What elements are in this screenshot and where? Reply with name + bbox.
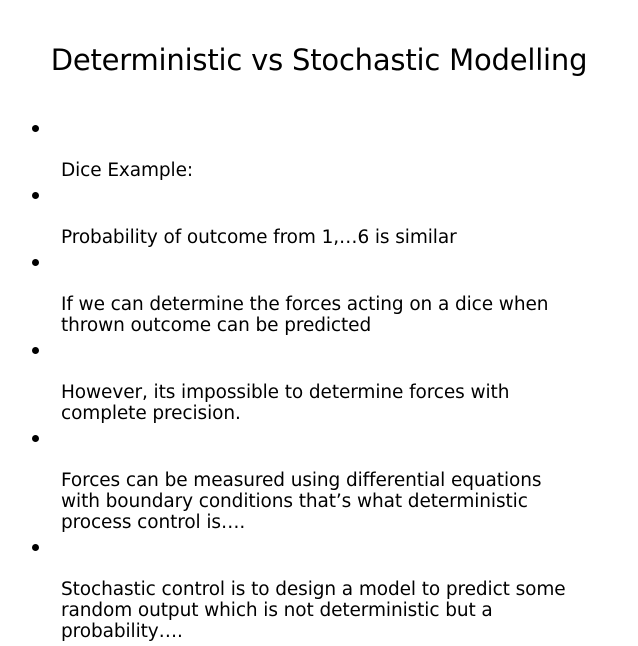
bullet-item <box>32 252 612 336</box>
bullet-icon <box>32 192 39 199</box>
bullet-item <box>32 428 612 533</box>
bullet-text: Stochastic control is to design a model to predict some random output which is not deterministic but a probability…. <box>61 579 566 642</box>
bullet-text: Probability of outcome from 1,…6 is similar <box>61 227 457 248</box>
bullet-text: However, its impossible to determine forces with complete precision. <box>61 382 510 424</box>
bullet-icon <box>32 544 39 551</box>
bullet-item <box>32 185 612 248</box>
bullet-icon <box>32 125 39 132</box>
bullet-list <box>32 118 612 646</box>
bullet-item <box>32 340 612 424</box>
bullet-item <box>32 118 612 181</box>
slide-title: Deterministic vs Stochastic Modelling <box>50 43 588 77</box>
bullet-text: If we can determine the forces acting on a dice when thrown outcome can be predicted <box>61 294 549 336</box>
bullet-item <box>32 537 612 642</box>
bullet-text: Dice Example: <box>61 160 194 181</box>
bullet-icon <box>32 259 39 266</box>
bullet-text: Forces can be measured using differential equations with boundary conditions that’s what deterministic process control is…. <box>61 470 542 533</box>
bullet-icon <box>32 347 39 354</box>
bullet-icon <box>32 435 39 442</box>
